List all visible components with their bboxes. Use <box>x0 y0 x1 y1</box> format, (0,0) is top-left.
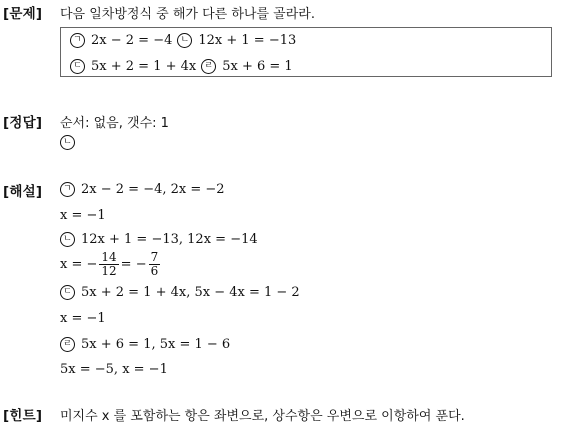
solution-line <box>60 182 225 197</box>
option-mark: ㄱ <box>70 33 85 48</box>
fraction-denominator: 6 <box>150 264 159 278</box>
option-mark: ㄷ <box>70 59 85 74</box>
option-mark: ㄹ <box>201 59 216 74</box>
solution-mark: ㄱ <box>60 182 75 197</box>
solution-line <box>60 337 230 352</box>
problem-label: [문제] <box>3 6 43 22</box>
fraction-numerator: 7 <box>150 250 159 264</box>
option-equation: 5x + 6 = 1 <box>222 59 293 74</box>
hint-label: [힌트] <box>3 408 43 424</box>
solution-mark: ㄷ <box>60 285 75 300</box>
solution-equation: 5x = −5, x = −1 <box>60 362 168 377</box>
problem-text: 다음 일차방정식 중 해가 다른 하나를 골라라. <box>60 7 315 22</box>
fraction-denominator: 12 <box>101 264 117 278</box>
fraction <box>149 251 161 278</box>
solution-equation: x = −1 <box>60 311 106 326</box>
solution-line <box>60 362 168 377</box>
option-equation: 5x + 2 = 1 + 4x <box>91 59 197 74</box>
solution-equation: 5x + 2 = 1 + 4x, 5x − 4x = 1 − 2 <box>81 285 300 300</box>
option-equation: 12x + 1 = −13 <box>198 33 297 48</box>
solution-equation: x = − <box>60 257 98 272</box>
fraction-numerator: 14 <box>101 250 117 264</box>
solution-equation: 5x + 6 = 1, 5x = 1 − 6 <box>81 337 231 352</box>
solution-label: [해설] <box>3 184 43 200</box>
answer-mark-row <box>60 135 81 150</box>
solution-mark: ㄴ <box>60 232 75 247</box>
solution-line <box>60 208 106 223</box>
solution-equation: 2x − 2 = −4, 2x = −2 <box>81 182 225 197</box>
solution-equation: 12x + 1 = −13, 12x = −14 <box>81 232 258 247</box>
options-row-1 <box>70 33 296 48</box>
answer-label: [정답] <box>3 115 43 131</box>
option-mark: ㄴ <box>177 33 192 48</box>
solution-line <box>60 311 106 326</box>
hint-text: 미지수 x 를 포함하는 항은 좌변으로, 상수항은 우변으로 이항하여 푼다. <box>60 409 465 424</box>
solution-fraction-line <box>60 251 162 278</box>
solution-equation: x = −1 <box>60 208 106 223</box>
answer-text: 순서: 없음, 갯수: 1 <box>60 116 169 131</box>
solution-line <box>60 232 258 247</box>
solution-equation: = − <box>120 257 147 272</box>
options-row-2 <box>70 59 293 74</box>
option-equation: 2x − 2 = −4 <box>91 33 173 48</box>
solution-mark: ㄹ <box>60 337 75 352</box>
solution-line <box>60 285 300 300</box>
fraction <box>99 251 118 278</box>
answer-mark: ㄴ <box>60 135 75 150</box>
